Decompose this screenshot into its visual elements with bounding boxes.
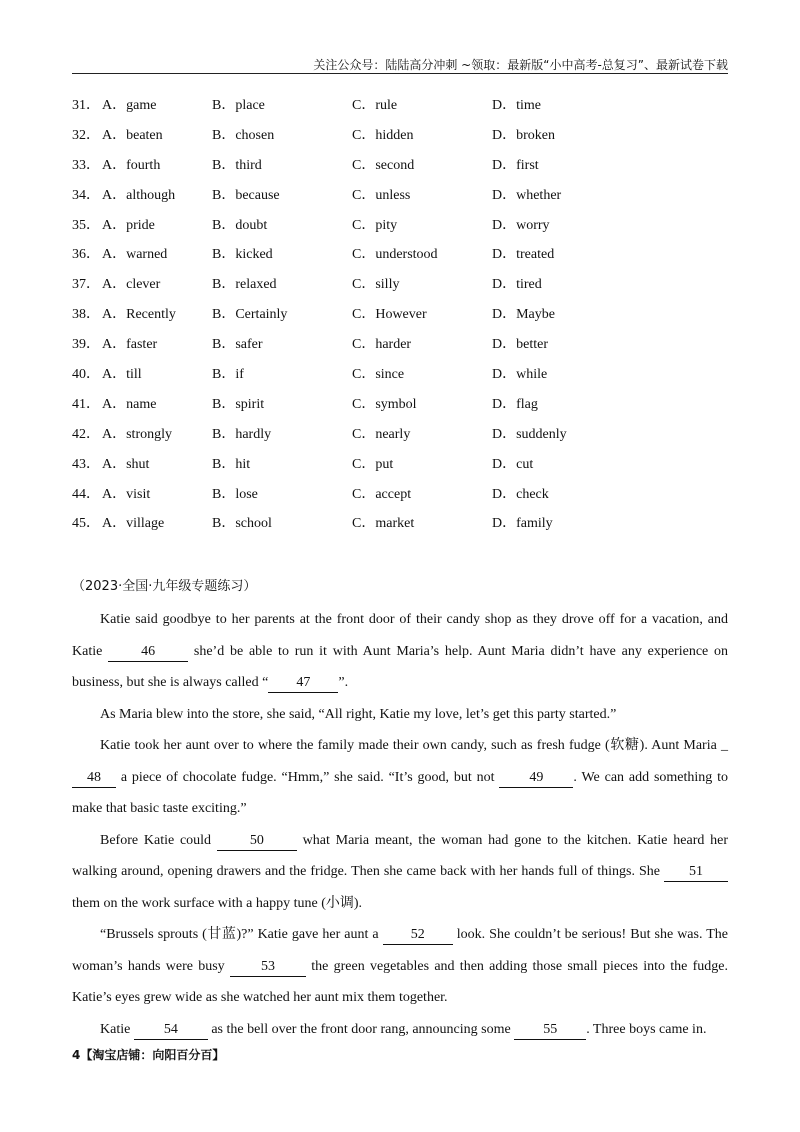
question-number: 45． <box>72 516 100 532</box>
question-number: 36． <box>72 247 100 263</box>
passage-text: Before Katie could <box>100 832 212 848</box>
paragraph <box>72 730 728 825</box>
option-row <box>72 364 728 394</box>
option-b: B．kicked <box>212 247 273 263</box>
paragraph <box>72 825 728 920</box>
option-c: C．since <box>352 367 405 383</box>
option-a: A．clever <box>102 277 161 293</box>
option-a: A．warned <box>102 247 168 263</box>
option-row <box>72 95 728 125</box>
option-d: D．first <box>492 157 539 173</box>
question-number: 34． <box>72 187 100 203</box>
passage-text: . We can add something to make that basic taste exciting.” <box>72 769 729 816</box>
option-d: D．tired <box>492 277 542 293</box>
option-c: C．harder <box>352 337 412 353</box>
passage-text: look. She couldn’t be serious! But she was. The woman’s hands were busy <box>72 927 729 974</box>
option-row <box>72 125 728 155</box>
passage-source: （2023·全国·九年级专题练习） <box>72 579 257 594</box>
passage-text: “Brussels sprouts (甘蓝)?” Katie gave her aunt a <box>100 927 379 942</box>
option-row <box>72 215 728 245</box>
question-number: 35． <box>72 217 100 233</box>
option-row <box>72 484 728 514</box>
reading-passage <box>72 604 728 1045</box>
paragraph <box>72 604 728 699</box>
blank-49: 49 <box>499 769 573 788</box>
paragraph: As Maria blew into the store, she said, “All right, Katie my love, let’s get this party started.” <box>100 706 617 722</box>
question-number: 38． <box>72 307 100 323</box>
passage-text: Katie said goodbye to her parents at the front door of their candy shop as they drove off for a vacation, and Katie <box>72 612 728 659</box>
option-d: D．flag <box>492 396 538 412</box>
passage-text: she’d be able to run it with Aunt Maria’s help. Aunt Maria didn’t have any experience on business, but she is always called “ <box>72 643 729 690</box>
option-a: A．pride <box>102 217 155 233</box>
option-row <box>72 274 728 304</box>
option-c: C．silly <box>352 277 400 293</box>
option-c: C．pity <box>352 217 398 233</box>
option-d: D．family <box>492 516 553 532</box>
option-d: D．better <box>492 337 548 353</box>
option-d: D．broken <box>492 127 555 143</box>
blank-51: 51 <box>664 863 728 882</box>
option-a: A．village <box>102 516 165 532</box>
answer-options-list <box>72 95 728 543</box>
option-row <box>72 513 728 543</box>
option-b: B．hit <box>212 456 251 472</box>
option-b: B．school <box>212 516 272 532</box>
option-row <box>72 454 728 484</box>
question-number: 43． <box>72 456 100 472</box>
page-header-text: 关注公众号：陆陆高分冲刺 ~领取：最新版“小中高考-总复习”、最新试卷下载 <box>313 58 728 72</box>
question-number: 31． <box>72 98 100 113</box>
question-number: 39． <box>72 337 100 353</box>
option-b: B．Certainly <box>212 307 288 323</box>
question-number: 42． <box>72 426 100 442</box>
option-c: C．rule <box>352 98 398 113</box>
option-c: C．accept <box>352 486 412 502</box>
option-row <box>72 185 728 215</box>
question-number: 44． <box>72 486 100 502</box>
question-number: 33． <box>72 157 100 173</box>
option-b: B．chosen <box>212 127 275 143</box>
passage-text: a piece of chocolate fudge. “Hmm,” she said. “It’s good, but not <box>120 769 495 785</box>
blank-47: 47 <box>268 674 338 693</box>
option-a: A．game <box>102 98 157 113</box>
option-c: C．understood <box>352 247 438 263</box>
option-b: B．safer <box>212 337 263 353</box>
passage-text: what Maria meant, the woman had gone to the kitchen. Katie heard her walking around, opening drawers and the fridge. Then she came back with her hands full of things. She <box>72 832 729 879</box>
option-c: C．However <box>352 307 427 323</box>
blank-53: 53 <box>230 958 306 977</box>
blank-55: 55 <box>514 1021 586 1040</box>
option-b: B．because <box>212 187 280 203</box>
page-footer: 4【淘宝店铺：向阳百分百】 <box>72 1048 225 1062</box>
paragraph <box>72 1014 728 1046</box>
option-a: A．beaten <box>102 127 163 143</box>
passage-text: as the bell over the front door rang, announcing some <box>211 1021 511 1037</box>
passage-text: them on the work surface with a happy tune (小调). <box>72 895 363 911</box>
option-d: D．whether <box>492 187 562 203</box>
option-c: C．second <box>352 157 415 173</box>
option-d: D．time <box>492 98 541 113</box>
question-number: 41． <box>72 396 100 412</box>
option-a: A．visit <box>102 486 151 502</box>
passage-text: Katie <box>100 1021 131 1037</box>
option-row <box>72 334 728 364</box>
option-c: C．unless <box>352 187 411 203</box>
option-d: D．cut <box>492 456 534 472</box>
option-row <box>72 155 728 185</box>
option-a: A．name <box>102 396 157 412</box>
option-b: B．hardly <box>212 426 272 442</box>
option-b: B．if <box>212 367 244 383</box>
option-d: D．suddenly <box>492 426 567 442</box>
option-b: B．relaxed <box>212 277 277 293</box>
option-c: C．symbol <box>352 396 417 412</box>
option-d: D．check <box>492 486 549 502</box>
option-b: B．spirit <box>212 396 265 412</box>
option-c: C．market <box>352 516 415 532</box>
option-row <box>72 244 728 274</box>
blank-54: 54 <box>134 1021 208 1040</box>
option-d: D．Maybe <box>492 307 555 323</box>
option-a: A．shut <box>102 456 150 472</box>
option-d: D．treated <box>492 247 555 263</box>
option-b: B．place <box>212 98 265 113</box>
passage-text: . Three boys came in. <box>586 1021 707 1037</box>
option-row <box>72 304 728 334</box>
option-b: B．doubt <box>212 217 268 233</box>
option-d: D．worry <box>492 217 550 233</box>
blank-48: 48 <box>72 769 116 788</box>
option-row <box>72 424 728 454</box>
option-c: C．put <box>352 456 394 472</box>
question-number: 37． <box>72 277 100 293</box>
option-a: A．faster <box>102 337 158 353</box>
option-c: C．hidden <box>352 127 414 143</box>
header-divider <box>72 73 728 74</box>
option-c: C．nearly <box>352 426 411 442</box>
option-a: A．fourth <box>102 157 161 173</box>
option-d: D．while <box>492 367 548 383</box>
blank-52: 52 <box>383 926 453 945</box>
option-a: A．Recently <box>102 307 176 323</box>
passage-text: ”. <box>338 675 349 690</box>
option-b: B．lose <box>212 486 258 502</box>
blank-50: 50 <box>217 832 297 851</box>
question-number: 32． <box>72 127 100 143</box>
passage-text: Katie took her aunt over to where the family made their own candy, such as fresh fudge (软糖). Aunt Maria _ <box>100 738 728 753</box>
option-b: B．third <box>212 157 262 173</box>
paragraph <box>72 919 728 1014</box>
option-row <box>72 394 728 424</box>
blank-46: 46 <box>108 643 188 662</box>
option-a: A．till <box>102 367 142 383</box>
passage-text: the green vegetables and then adding those small pieces into the fudge. Katie’s eyes grew wide as she watched her aunt mix them together. <box>72 958 729 1005</box>
question-number: 40． <box>72 367 100 383</box>
option-a: A．strongly <box>102 426 172 442</box>
option-a: A．although <box>102 187 176 203</box>
